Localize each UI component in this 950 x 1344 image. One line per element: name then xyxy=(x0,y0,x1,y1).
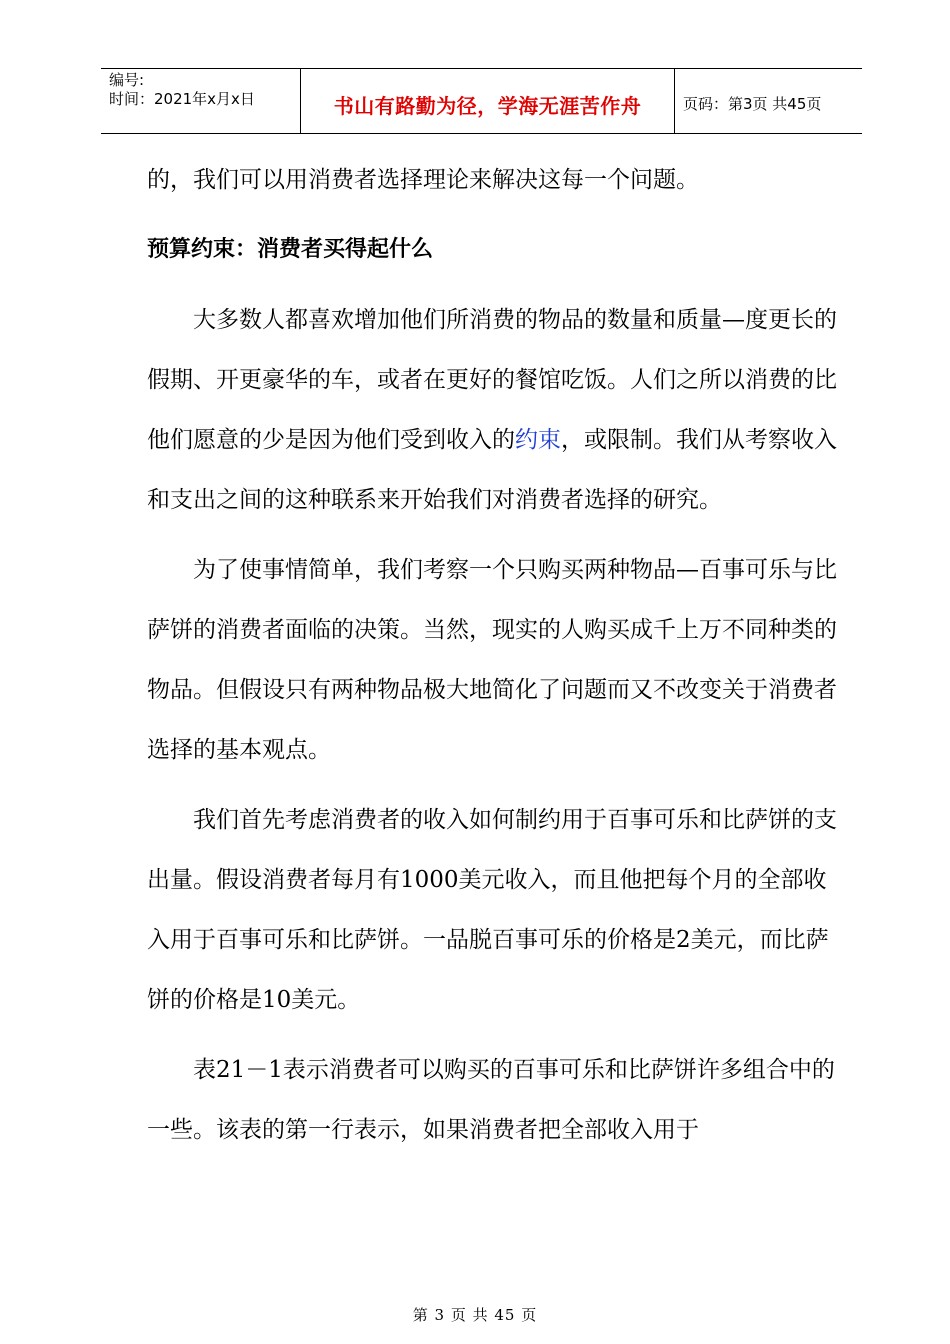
document-body xyxy=(147,150,849,1160)
paragraph-1 xyxy=(147,290,849,530)
code-label: 编号: xyxy=(109,71,145,89)
paragraph-1-text-a: 大多数人都喜欢增加他们所消费的物品的数量和质量—度更长的假期、开更豪华的车，或者在更好的餐馆吃饭。人们之所以消费的比他们愿意的少是因为他们受到收入的 xyxy=(147,307,837,453)
constraint-link[interactable]: 约束 xyxy=(515,427,561,453)
header-motto-cell xyxy=(301,69,675,133)
header-page-info: 页码：第3页 共45页 xyxy=(683,94,822,113)
paragraph-4: 表21－1表示消费者可以购买的百事可乐和比萨饼许多组合中的一些。该表的第一行表示，如果消费者把全部收入用于 xyxy=(147,1057,835,1143)
page-footer: 第 3 页 共 45 页 xyxy=(412,1306,538,1324)
page-header xyxy=(101,68,862,134)
time-label: 时间：2021年x月x日 xyxy=(109,90,255,108)
header-meta xyxy=(101,69,301,133)
continuation-text: 的，我们可以用消费者选择理论来解决这每一个问题。 xyxy=(147,167,699,193)
motto: 书山有路勤为径，学海无涯苦作舟 xyxy=(333,93,642,118)
paragraph-2: 为了使事情简单，我们考察一个只购买两种物品—百事可乐与比萨饼的消费者面临的决策。当然，现实的人购买成千上万不同种类的物品。但假设只有两种物品极大地简化了问题而又不改变关于消费者选择的基本观点。 xyxy=(147,557,837,763)
section-heading: 预算约束：消费者买得起什么 xyxy=(147,237,434,262)
paragraph-1-text-b: ，或限制。我们从考察收入和支出之间的这种联系来开始我们对消费者选择的研究。 xyxy=(147,427,837,513)
paragraph-3: 我们首先考虑消费者的收入如何制约用于百事可乐和比萨饼的支出量。假设消费者每月有1000美元收入，而且他把每个月的全部收入用于百事可乐和比萨饼。一品脱百事可乐的价格是2美元，而比萨饼的价格是10美元。 xyxy=(147,807,837,1013)
